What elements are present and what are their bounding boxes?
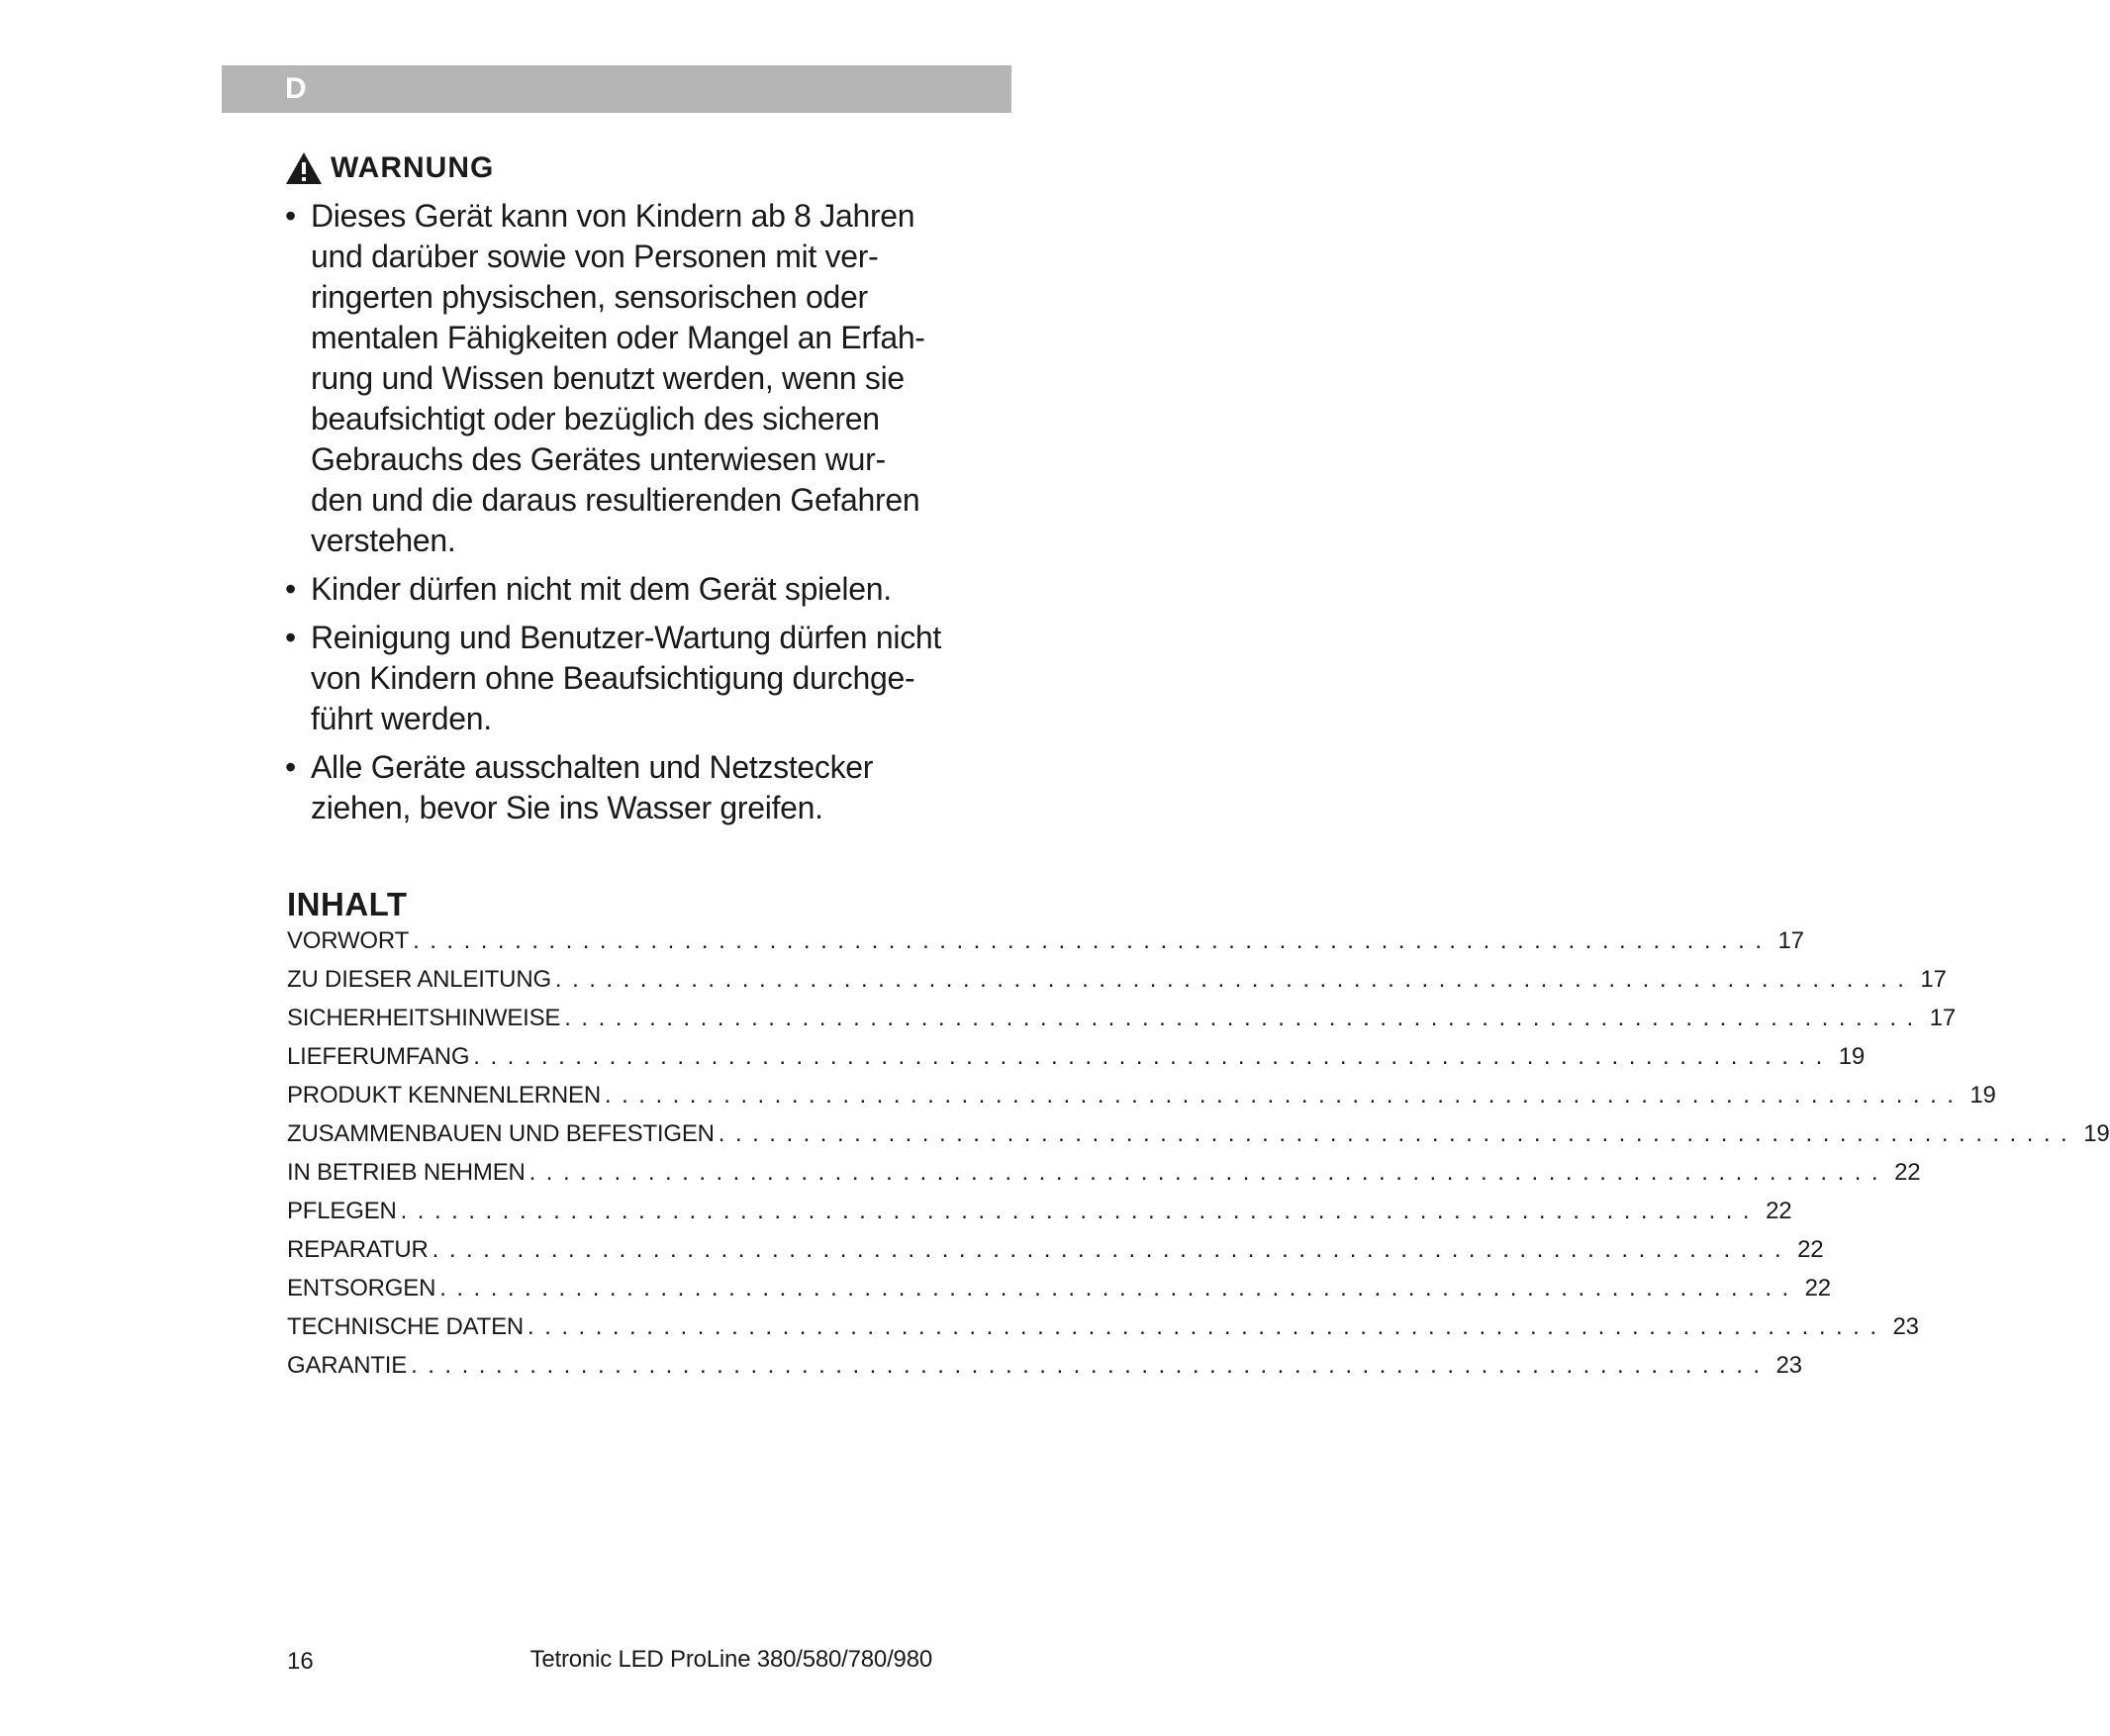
toc-entry-label: IN BETRIEB NEHMEN: [287, 1159, 526, 1186]
warning-text-line: und darüber sowie von Personen mit ver-: [311, 239, 879, 274]
toc-entry-label: PRODUKT KENNENLERNEN: [287, 1082, 601, 1109]
warning-item: [285, 569, 958, 610]
toc-entry[interactable]: [287, 1005, 1956, 1043]
toc-leader-dots: ................................................................................: [473, 1043, 1833, 1070]
toc-entry-label: GARANTIE: [287, 1352, 408, 1379]
table-of-contents: [287, 927, 2110, 1391]
toc-entry-page: 23: [1775, 1352, 1802, 1379]
toc-entry[interactable]: [287, 927, 1804, 966]
warning-item: [285, 196, 958, 561]
toc-entry[interactable]: [287, 966, 1947, 1005]
toc-leader-dots: ................................................................................: [432, 1236, 1792, 1263]
toc-entry-page: 23: [1892, 1313, 1919, 1340]
toc-entry-label: REPARATUR: [287, 1236, 429, 1263]
toc-entry-page: 17: [1929, 1005, 1956, 1031]
toc-entry[interactable]: [287, 1352, 1802, 1391]
warning-text-line: Kinder dürfen nicht mit dem Gerät spielen.: [311, 571, 892, 607]
toc-entry-page: 17: [1920, 966, 1947, 993]
warning-text-line: Gebrauchs des Gerätes unterwiesen wur-: [311, 441, 886, 477]
warning-item: [285, 747, 958, 828]
warning-text-line: verstehen.: [311, 523, 456, 558]
warning-text-line: Alle Geräte ausschalten und Netzstecker: [311, 749, 874, 785]
toc-leader-dots: ................................................................................: [528, 1159, 1889, 1186]
toc-entry[interactable]: [287, 1120, 2110, 1159]
toc-entry-label: ENTSORGEN: [287, 1275, 436, 1302]
warning-text-line: rung und Wissen benutzt werden, wenn sie: [311, 360, 905, 396]
toc-entry-label: LIEFERUMFANG: [287, 1043, 470, 1070]
toc-leader-dots: ................................................................................: [718, 1120, 2078, 1147]
warning-text-line: Dieses Gerät kann von Kindern ab 8 Jahren: [311, 198, 915, 234]
warning-text-line: beaufsichtigt oder bezüglich des sicheren: [311, 401, 880, 436]
toc-entry-label: ZU DIESER ANLEITUNG: [287, 966, 551, 993]
warning-text-line: Reinigung und Benutzer-Wartung dürfen nicht: [311, 620, 941, 655]
toc-leader-dots: ................................................................................: [413, 927, 1773, 954]
toc-leader-dots: ................................................................................: [411, 1352, 1771, 1379]
toc-entry[interactable]: [287, 1198, 1792, 1236]
toc-entry-label: SICHERHEITSHINWEISE: [287, 1005, 561, 1031]
toc-entry-page: 22: [1797, 1236, 1824, 1263]
warning-triangle-icon: [285, 151, 323, 185]
toc-entry-label: PFLEGEN: [287, 1198, 397, 1224]
toc-entry[interactable]: [287, 1275, 1831, 1313]
bullet-icon: •: [285, 571, 296, 607]
toc-entry-label: VORWORT: [287, 927, 410, 954]
toc-entry-page: 19: [1969, 1082, 1996, 1109]
toc-title: INHALT: [287, 886, 408, 922]
toc-entry[interactable]: [287, 1082, 1996, 1120]
toc-entry[interactable]: [287, 1236, 1824, 1275]
warning-text-line: von Kindern ohne Beaufsichtigung durchge-: [311, 660, 915, 696]
page-number: 16: [287, 1648, 314, 1675]
toc-leader-dots: ................................................................................: [528, 1313, 1887, 1340]
language-bar: [222, 65, 1011, 113]
bullet-icon: •: [285, 198, 296, 234]
toc-entry-page: 22: [1766, 1198, 1792, 1224]
language-label: D: [285, 72, 307, 105]
warning-text-line: den und die daraus resultierenden Gefahren: [311, 482, 920, 518]
bullet-icon: •: [285, 749, 296, 785]
warning-heading: [285, 148, 494, 188]
toc-entry-label: ZUSAMMENBAUEN UND BEFESTIGEN: [287, 1120, 715, 1147]
toc-leader-dots: ................................................................................: [400, 1198, 1761, 1224]
warning-text-line: führt werden.: [311, 701, 492, 736]
toc-entry[interactable]: [287, 1043, 1866, 1082]
warning-text-line: ziehen, bevor Sie ins Wasser greifen.: [311, 790, 823, 825]
toc-entry-page: 19: [2083, 1120, 2110, 1147]
warning-item: [285, 618, 958, 739]
warning-text-line: mentalen Fähigkeiten oder Mangel an Erfah-: [311, 320, 925, 355]
toc-entry[interactable]: [287, 1313, 1919, 1352]
toc-leader-dots: ................................................................................: [604, 1082, 1965, 1109]
toc-entry[interactable]: [287, 1159, 1921, 1198]
toc-leader-dots: ................................................................................: [439, 1275, 1799, 1302]
warning-title: WARNUNG: [331, 151, 495, 184]
warning-text-line: ringerten physischen, sensorischen oder: [311, 279, 868, 315]
document-title: Tetronic LED ProLine 380/580/780/980: [529, 1646, 932, 1673]
toc-entry-page: 19: [1838, 1043, 1866, 1070]
toc-entry-label: TECHNISCHE DATEN: [287, 1313, 525, 1340]
toc-leader-dots: ................................................................................: [554, 966, 1915, 993]
warning-list: [285, 196, 958, 836]
toc-entry-page: 17: [1777, 927, 1804, 954]
toc-leader-dots: ................................................................................: [564, 1005, 1924, 1031]
toc-entry-page: 22: [1804, 1275, 1831, 1302]
bullet-icon: •: [285, 620, 296, 655]
toc-entry-page: 22: [1894, 1159, 1921, 1186]
